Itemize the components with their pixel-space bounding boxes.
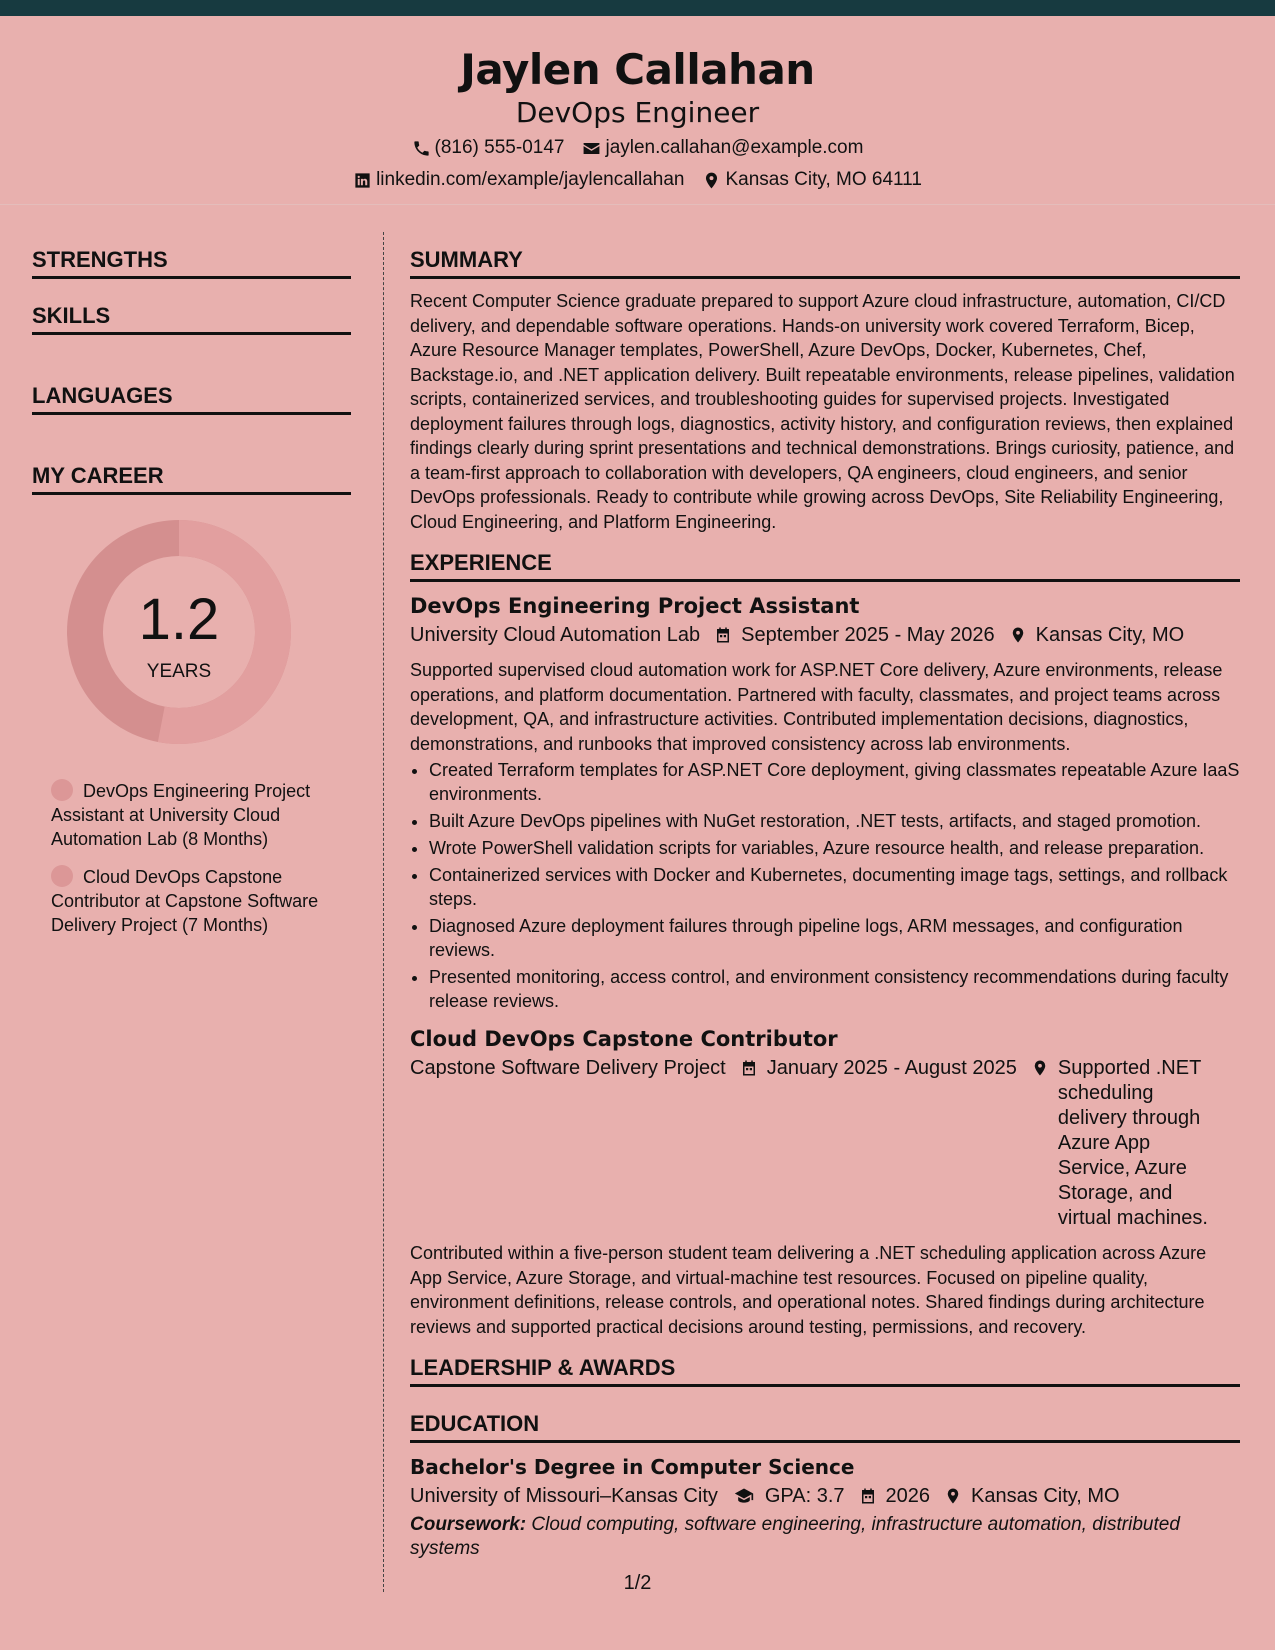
languages-heading: LANGUAGES [32, 381, 351, 415]
map-pin-icon [1031, 1058, 1049, 1078]
coursework [410, 1513, 1240, 1561]
leadership-heading: LEADERSHIP & AWARDS [410, 1353, 1240, 1387]
job-entry [410, 592, 1240, 1013]
graduation-year [859, 1484, 931, 1509]
job-org-text: Capstone Software Delivery Project [410, 1057, 726, 1079]
location-text: Kansas City, MO 64111 [725, 169, 922, 190]
job-dates [714, 623, 995, 648]
sidebar [32, 245, 351, 951]
job-entry [410, 1025, 1240, 1339]
school-name-text: University of Missouri–Kansas City [410, 1485, 718, 1507]
job-description: Supported supervised cloud automation work for ASP.NET Core delivery, Azure environments, release operations, and platform documentation. Partnered with faculty, classmates, and project teams across development, QA, and infrastructure activities. Contributed implementation decisions, diagnostics, demonstrations, and runbooks that improved consistency across lab environments. [410, 660, 1223, 754]
gpa-text: GPA: 3.7 [764, 1485, 845, 1507]
career-total-value: 1.2 [138, 587, 220, 652]
job-bullets [410, 758, 1240, 1013]
career-heading: MY CAREER [32, 461, 351, 495]
job-dates-text: September 2025 - May 2026 [741, 624, 995, 646]
strengths-heading: STRENGTHS [32, 245, 351, 279]
education-entry [410, 1453, 1240, 1561]
job-bullet: • Wrote PowerShell validation scripts for variables, Azure resource health, and release preparation. [429, 836, 1240, 860]
phone-text: (816) 555-0147 [434, 137, 565, 158]
top-accent-bar [0, 0, 1275, 16]
envelope-icon [582, 139, 601, 158]
school-location-text: Kansas City, MO [971, 1485, 1120, 1507]
linkedin-icon [353, 171, 372, 190]
job-org-text: University Cloud Automation Lab [410, 624, 701, 646]
candidate-name: Jaylen Callahan [460, 45, 815, 94]
education-meta [410, 1484, 1240, 1509]
linkedin-text: linkedin.com/example/jaylencallahan [376, 169, 685, 190]
career-total-unit: YEARS [146, 661, 212, 682]
column-divider [383, 232, 384, 1592]
graduation-cap-icon [732, 1486, 756, 1506]
career-item [51, 779, 331, 851]
contact-row-2 [0, 168, 1275, 192]
main-content [410, 245, 1240, 1561]
linkedin-contact[interactable] [353, 168, 684, 192]
job-location [1031, 1056, 1221, 1231]
career-item [51, 865, 331, 937]
job-title: DevOps Engineering Project Assistant [410, 594, 860, 618]
map-pin-icon [1009, 625, 1027, 645]
job-location-text: Supported .NET scheduling delivery through Azure App Service, Azure Storage, and virtual machines. [1057, 1057, 1208, 1229]
job-dates [740, 1056, 1017, 1081]
job-bullet: • Containerized services with Docker and Kubernetes, documenting image tags, settings, and rollback steps. [429, 863, 1240, 911]
career-dot-icon [51, 779, 73, 801]
experience-heading: EXPERIENCE [410, 548, 1240, 582]
email-contact[interactable] [582, 136, 863, 160]
job-title: Cloud DevOps Capstone Contributor [410, 1027, 838, 1051]
job-org [410, 623, 700, 648]
gpa [732, 1484, 845, 1509]
education-heading: EDUCATION [410, 1409, 1240, 1443]
job-description: Contributed within a five-person student team delivering a .NET scheduling application across Azure App Service, Azure Storage, and virtual-machine test resources. Focused on pipeline quality, environment definitions, release controls, and operational notes. Shared findings during architecture reviews and supported practical decisions around testing, permissions, and recovery. [410, 1243, 1207, 1337]
job-dates-text: January 2025 - August 2025 [766, 1057, 1017, 1079]
contact-row-1 [0, 136, 1275, 160]
coursework-text: Cloud computing, software engineering, infrastructure automation, distributed systems [410, 1514, 1180, 1559]
job-bullet: • Diagnosed Azure deployment failures through pipeline logs, ARM messages, and configuration reviews. [429, 914, 1240, 962]
career-dot-icon [51, 865, 73, 887]
school-location [944, 1484, 1120, 1509]
job-bullet: • Created Terraform templates for ASP.NET Core deployment, giving classmates repeatable Azure IaaS environments. [429, 758, 1240, 806]
phone-contact[interactable] [412, 136, 565, 160]
job-meta [410, 1056, 1240, 1231]
job-meta [410, 623, 1240, 648]
map-pin-icon [702, 171, 721, 190]
coursework-label: Coursework: [410, 1514, 527, 1535]
career-item-text: Cloud DevOps Capstone Contributor at Capstone Software Delivery Project (7 Months) [51, 867, 319, 935]
degree-title: Bachelor's Degree in Computer Science [410, 1455, 855, 1479]
career-item-text: DevOps Engineering Project Assistant at University Cloud Automation Lab (8 Months) [51, 781, 311, 849]
skills-heading: SKILLS [32, 301, 351, 335]
job-bullet: • Presented monitoring, access control, and environment consistency recommendations during faculty release reviews. [429, 965, 1240, 1013]
calendar-icon [740, 1058, 758, 1078]
candidate-title: DevOps Engineer [515, 96, 760, 129]
email-text: jaylen.callahan@example.com [605, 137, 864, 158]
map-pin-icon [944, 1486, 962, 1506]
job-location-text: Kansas City, MO [1035, 624, 1185, 646]
resume-header [0, 16, 1275, 205]
job-org [410, 1056, 726, 1081]
summary-text: Recent Computer Science graduate prepared to support Azure cloud infrastructure, automation, CI/CD delivery, and dependable software operations. Hands-on university work covered Terraform, Bicep, Azure Resource Manager templates, PowerShell, Azure DevOps, Docker, Kubernetes, Chef, Backstage.io, and .NET application delivery. Built repeatable environments, release pipelines, validation scripts, containerized services, and troubleshooting guides for supervised projects. Investigated deployment failures through logs, diagnostics, activity history, and configuration reviews, then explained findings clearly during sprint presentations and technical demonstrations. Brings curiosity, patience, and a team-first approach to collaboration with developers, QA engineers, cloud engineers, and senior DevOps professionals. Ready to contribute while growing across DevOps, Site Reliability Engineering, Cloud Engineering, and Platform Engineering. [410, 291, 1235, 532]
location-contact [702, 168, 921, 192]
job-location [1009, 623, 1185, 648]
phone-icon [412, 139, 431, 158]
career-list [32, 779, 331, 937]
calendar-icon [859, 1486, 877, 1506]
job-bullet: • Built Azure DevOps pipelines with NuGet restoration, .NET tests, artifacts, and staged promotion. [429, 809, 1240, 833]
calendar-icon [714, 625, 732, 645]
graduation-year-text: 2026 [885, 1485, 931, 1507]
school-name [410, 1484, 718, 1509]
summary-heading: SUMMARY [410, 245, 1240, 279]
page-number: 1/2 [623, 1572, 652, 1594]
career-donut-chart [66, 519, 292, 745]
